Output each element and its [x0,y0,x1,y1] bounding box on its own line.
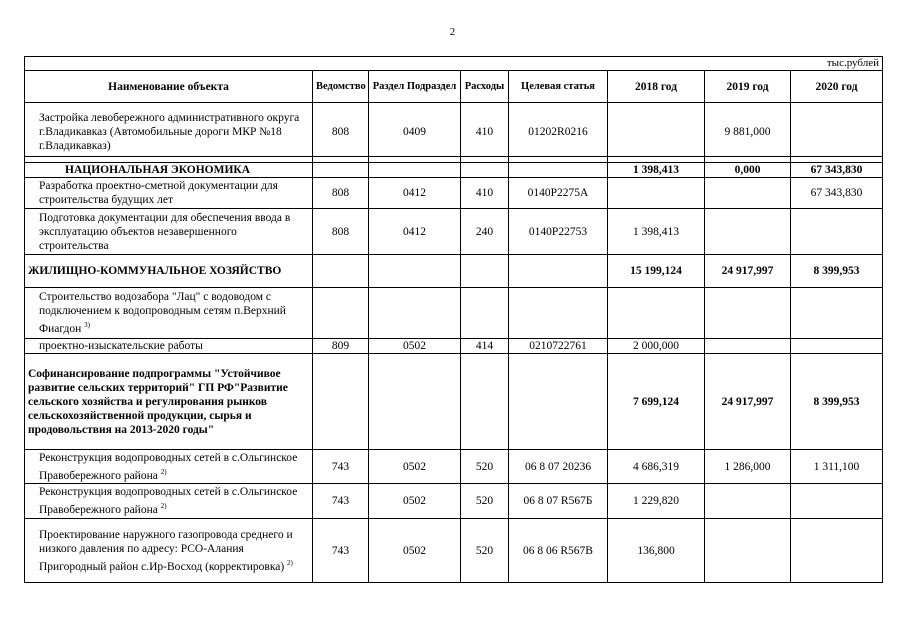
row-name: Проектирование наружного газопровода среднего и низкого давления по адресу: РСО-Алания Пригородный район с.Ир-Восход (корректировка) [39,528,293,573]
table-row [25,450,883,484]
unit-label: тыс.рублей [25,57,883,71]
row-2018: 15 199,124 [608,255,705,288]
header-2020: 2020 год [791,71,883,103]
row-name-cell [25,288,313,339]
row-department: 808 [313,178,369,209]
table-row [25,288,883,339]
row-name: Застройка левобережного административного округа г.Владикавказ (Автомобильные дороги МКР №18 г.Владикавказ) [25,109,313,157]
row-expense: 410 [461,109,509,157]
row-expense [461,354,509,450]
row-2018: 2 000,000 [608,339,705,354]
row-2019: 9 881,000 [705,109,791,157]
row-2018: 1 398,413 [608,209,705,255]
row-section: 0502 [369,450,461,484]
row-section: 0412 [369,209,461,255]
row-2018: 7 699,124 [608,354,705,450]
row-department: 808 [313,109,369,157]
row-target [509,288,608,339]
table-row [25,519,883,583]
row-2019 [705,519,791,583]
footnote-marker: 2) [287,558,293,567]
row-target: 06 8 07 R567Б [509,484,608,519]
row-2019 [705,484,791,519]
row-expense: 520 [461,519,509,583]
row-section: 0502 [369,519,461,583]
row-department: 809 [313,339,369,354]
row-2019 [705,339,791,354]
header-row [25,71,883,103]
table-row [25,109,883,157]
row-expense [461,163,509,178]
row-2020 [791,209,883,255]
row-section [369,288,461,339]
header-name: Наименование объекта [25,71,313,103]
row-2019: 24 917,997 [705,354,791,450]
unit-row [25,57,883,71]
row-department: 743 [313,519,369,583]
row-expense: 410 [461,178,509,209]
row-target [509,255,608,288]
row-2018 [608,288,705,339]
row-expense: 520 [461,484,509,519]
row-2019 [705,178,791,209]
row-expense: 414 [461,339,509,354]
row-2020: 8 399,953 [791,255,883,288]
row-section: 0502 [369,339,461,354]
row-name: Реконструкция водопроводных сетей в с.Ольгинское Правобережного района [39,486,298,516]
header-2018: 2018 год [608,71,705,103]
row-name: Разработка проектно-сметной документации для строительства будущих лет [25,178,313,209]
header-2019: 2019 год [705,71,791,103]
row-target [509,163,608,178]
row-department [313,288,369,339]
row-name-cell [25,450,313,484]
header-section: Раздел Подраздел [369,71,461,103]
row-target: 01202R0216 [509,109,608,157]
row-expense [461,288,509,339]
row-2020: 67 343,830 [791,178,883,209]
row-name: Подготовка документации для обеспечения ввода в эксплуатацию объектов незавершенного строительства [25,209,313,255]
table-row [25,484,883,519]
row-2019: 1 286,000 [705,450,791,484]
row-2020: 1 311,100 [791,450,883,484]
budget-table [24,56,883,583]
row-2018: 1 229,820 [608,484,705,519]
row-target: 0140P2275A [509,178,608,209]
row-target: 0140P22753 [509,209,608,255]
row-section [369,354,461,450]
row-name: Реконструкция водопроводных сетей в с.Ольгинское Правобережного района [39,451,298,482]
row-2019 [705,288,791,339]
row-section [369,255,461,288]
row-2018 [608,178,705,209]
header-expense: Расходы [461,71,509,103]
subprogram-row [25,354,883,450]
row-2020 [791,484,883,519]
row-name: Софинансирование подпрограммы "Устойчивое развитие сельских территорий" ГП РФ"Развитие сельского хозяйства и регулирования рынков сельскохозяйственной продукции, сырья и продовольствия на 2013-2020 годы" [25,354,313,450]
row-section [369,163,461,178]
row-2019: 24 917,997 [705,255,791,288]
row-2020 [791,519,883,583]
row-name-cell [25,484,313,519]
row-name-cell [25,519,313,583]
row-department [313,255,369,288]
footnote-marker: 3) [84,321,90,330]
row-name: проектно-изыскательские работы [25,339,313,354]
row-expense: 520 [461,450,509,484]
row-section: 0412 [369,178,461,209]
row-2019: 0,000 [705,163,791,178]
footnote-marker: 2) [160,467,167,476]
row-name: НАЦИОНАЛЬНАЯ ЭКОНОМИКА [25,163,313,178]
row-2018 [608,109,705,157]
row-2018: 4 686,319 [608,450,705,484]
header-target: Целевая статья [509,71,608,103]
row-2020: 67 343,830 [791,163,883,178]
row-2018: 136,800 [608,519,705,583]
row-expense: 240 [461,209,509,255]
row-department [313,354,369,450]
header-department: Ведомство [313,71,369,103]
row-2020 [791,109,883,157]
page-number: 2 [449,26,456,38]
row-target: 0210722761 [509,339,608,354]
row-target [509,354,608,450]
table-row [25,178,883,209]
row-section: 0502 [369,484,461,519]
row-2019 [705,209,791,255]
row-name: Строительство водозабора "Лац" с водоводом с подключением к водопроводным сетям п.Верхний Фиагдон [39,291,286,335]
row-expense [461,255,509,288]
row-2018: 1 398,413 [608,163,705,178]
row-department: 743 [313,484,369,519]
table-row [25,209,883,255]
row-department: 743 [313,450,369,484]
row-2020 [791,288,883,339]
footnote-marker: 2) [160,502,167,511]
row-target: 06 8 07 20236 [509,450,608,484]
row-section: 0409 [369,109,461,157]
row-2020 [791,339,883,354]
row-department: 808 [313,209,369,255]
table-row [25,339,883,354]
row-2020: 8 399,953 [791,354,883,450]
section-row [25,163,883,178]
section-row [25,255,883,288]
row-name: ЖИЛИЩНО-КОММУНАЛЬНОЕ ХОЗЯЙСТВО [25,255,313,288]
row-department [313,163,369,178]
row-target: 06 8 06 R567В [509,519,608,583]
